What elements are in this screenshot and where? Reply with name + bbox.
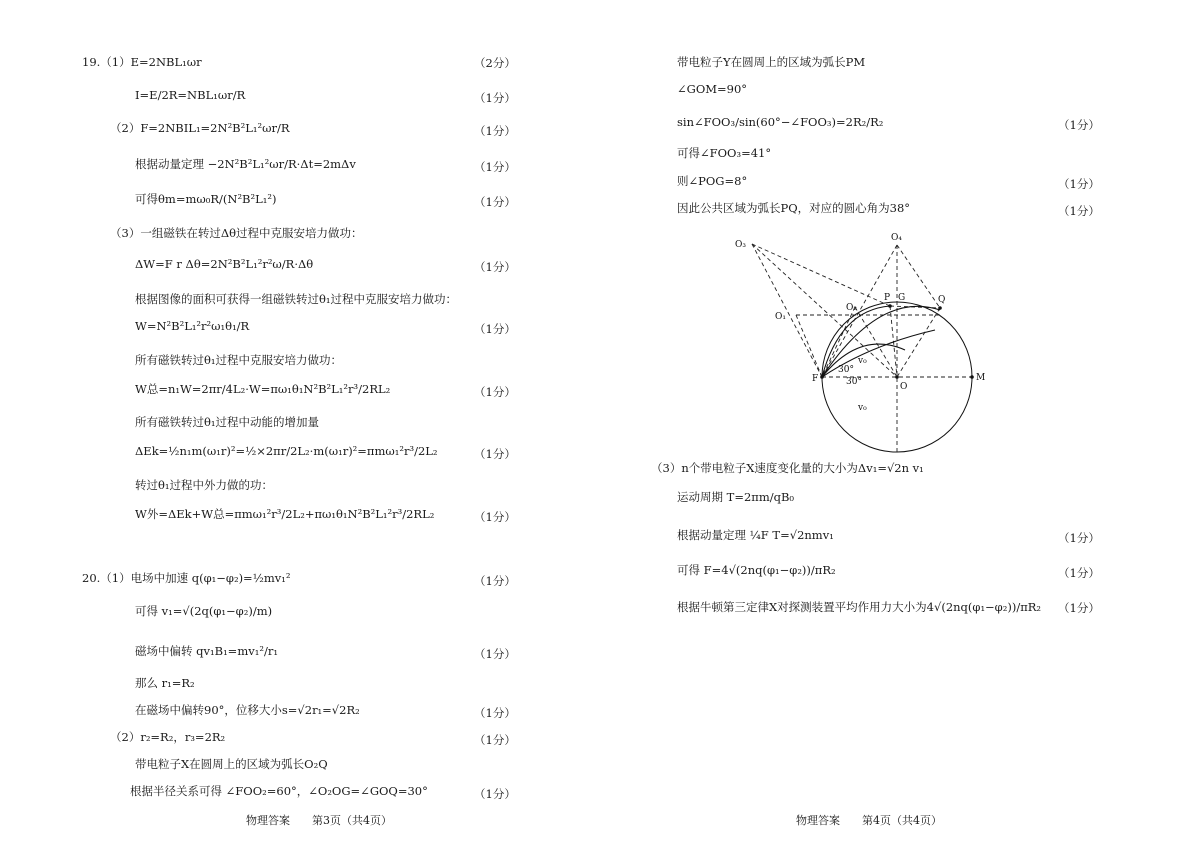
q20-1-line-5: 在磁场中偏转90°，位移大小s=√2r₁=√2R₂: [135, 703, 360, 717]
q19-3-line-7: 所有磁铁转过θ₁过程中动能的增加量: [135, 415, 320, 429]
score-20-1a: （1分）: [474, 574, 516, 588]
q19-2-line-1: （2）F=2NBIL₁=2N²B²L₁²ωr/R: [110, 121, 290, 135]
score-19-3e: （1分）: [474, 510, 516, 524]
label-O3: O₃: [735, 240, 746, 250]
score-20-2d: （1分）: [1058, 177, 1100, 191]
score-20-2b: （1分）: [474, 787, 516, 801]
q20-2-line-5: ∠GOM=90°: [677, 82, 748, 96]
dash-O3-P: [752, 244, 890, 306]
q20-2-line-7: 可得∠FOO₃=41°: [677, 146, 772, 160]
q20-3-line-1: （3）n个带电粒子X速度变化量的大小为Δv₁=√2n v₁: [651, 461, 924, 475]
left-page-footer: 物理答案 第3页（共4页）: [246, 814, 392, 827]
label-O: O: [900, 382, 908, 392]
q20-3-line-5: 根据牛顿第三定律X对探测装置平均作用力大小为4√(2nq(φ₁−φ₂))/πR₂: [677, 600, 1042, 614]
point-Q: [938, 306, 942, 310]
score-19-3a: （1分）: [474, 260, 516, 274]
q20-1-line-1: 20.（1）电场中加速 q(φ₁−φ₂)=½mv₁²: [82, 571, 291, 585]
label-v0-lower: v₀: [858, 403, 867, 413]
dash-O1-F: [796, 315, 822, 377]
score-20-3b: （1分）: [1058, 566, 1100, 580]
label-F: F: [812, 374, 819, 384]
q20-2-line-3: 根据半径关系可得 ∠FOO₂=60°，∠O₂OG=∠GOQ=30°: [130, 784, 428, 798]
q20-2-line-1: （2）r₂=R₂，r₃=2R₂: [110, 730, 226, 744]
point-F: [820, 375, 824, 379]
score-19-2c: （1分）: [474, 195, 516, 209]
q20-2-line-8: 则∠POG=8°: [677, 174, 748, 188]
q20-3-line-4: 可得 F=4√(2nq(φ₁−φ₂))/πR₂: [677, 563, 836, 577]
q19-3-line-8: ΔEk=½n₁m(ω₁r)²=½×2πr/2L₂·m(ω₁r)²=πmω₁²r³/2L₂: [135, 444, 438, 458]
score-19-3d: （1分）: [474, 447, 516, 461]
score-20-3c: （1分）: [1058, 601, 1100, 615]
label-angle-30b: 30°: [846, 377, 862, 387]
q20-2-line-4: 带电粒子Y在圆周上的区域为弧长PM: [677, 55, 866, 69]
label-M: M: [976, 373, 986, 383]
q19-3-line-9: 转过θ₁过程中外力做的功：: [135, 478, 274, 492]
label-O2: O₂: [846, 303, 857, 313]
label-O4: O₄: [891, 233, 902, 243]
score-19-3b: （1分）: [474, 322, 516, 336]
q20-1-line-3: 磁场中偏转 qv₁B₁=mv₁²/r₁: [135, 644, 278, 658]
q19-3-line-4: W=N²B²L₁²r²ω₁θ₁/R: [135, 319, 250, 333]
q19-3-line-10: W外=ΔEk+W总=πmω₁²r³/2L₂+πω₁θ₁N²B²L₁²r³/2RL₂: [135, 507, 435, 521]
q19-3-line-3: 根据图像的面积可获得一组磁铁转过θ₁过程中克服安培力做功：: [135, 292, 458, 306]
q20-1-line-2: 可得 v₁=√(2q(φ₁−φ₂)/m): [135, 604, 273, 618]
dash-O3-F: [752, 244, 822, 377]
score-19-2b: （1分）: [474, 160, 516, 174]
score-19-1a: （2分）: [474, 56, 516, 70]
q20-3-line-2: 运动周期 T=2πm/qB₀: [677, 490, 795, 504]
q19-2-line-2: 根据动量定理 −2N²B²L₁²ωr/R·Δt=2mΔv: [135, 157, 356, 171]
score-20-3a: （1分）: [1058, 531, 1100, 545]
score-20-1c: （1分）: [474, 706, 516, 720]
q19-2-line-3: 可得θm=mω₀R/(N²B²L₁²): [135, 192, 277, 206]
point-M: [970, 375, 974, 379]
score-19-2a: （1分）: [474, 124, 516, 138]
score-20-2c: （1分）: [1058, 118, 1100, 132]
q19-3-line-1: （3）一组磁铁在转过Δθ过程中克服安培力做功：: [110, 226, 363, 240]
score-20-2a: （1分）: [474, 733, 516, 747]
label-angle-30a: 30°: [838, 365, 854, 375]
right-page-footer: 物理答案 第4页（共4页）: [796, 814, 942, 827]
label-O1: O₁: [775, 312, 786, 322]
q20-2-line-2: 带电粒子X在圆周上的区域为弧长O₂Q: [135, 757, 328, 771]
q20-3-line-3: 根据动量定理 ¼F T=√2nmv₁: [677, 528, 834, 542]
q19-1-line-2: I=E/2R=NBL₁ωr/R: [135, 88, 246, 102]
q20-1-line-4: 那么 r₁=R₂: [135, 676, 195, 690]
dash-O2-O: [855, 307, 897, 377]
point-O: [895, 375, 899, 379]
label-P: P: [884, 293, 891, 303]
q19-3-line-5: 所有磁铁转过θ₁过程中克服安培力做功：: [135, 353, 343, 367]
q19-3-line-2: ΔW=F r Δθ=2N²B²L₁²r²ω/R·Δθ: [135, 257, 314, 271]
score-20-1b: （1分）: [474, 647, 516, 661]
q19-1-line-1: 19.（1）E=2NBL₁ωr: [82, 55, 202, 69]
label-G: G: [898, 293, 906, 303]
dash-Q-O: [897, 308, 940, 377]
q20-2-line-6: sin∠FOO₃/sin(60°−∠FOO₃)=2R₂/R₂: [677, 115, 884, 129]
label-Q: Q: [938, 295, 946, 305]
score-19-3c: （1分）: [474, 385, 516, 399]
q20-2-line-9: 因此公共区域为弧长PQ，对应的圆心角为38°: [677, 201, 911, 215]
score-19-1b: （1分）: [474, 91, 516, 105]
point-P: [888, 304, 892, 308]
score-20-2e: （1分）: [1058, 204, 1100, 218]
q19-3-line-6: W总=n₁W=2πr/4L₂·W=πω₁θ₁N²B²L₁²r³/2RL₂: [135, 382, 391, 396]
label-v0-upper: v₀: [858, 356, 867, 366]
